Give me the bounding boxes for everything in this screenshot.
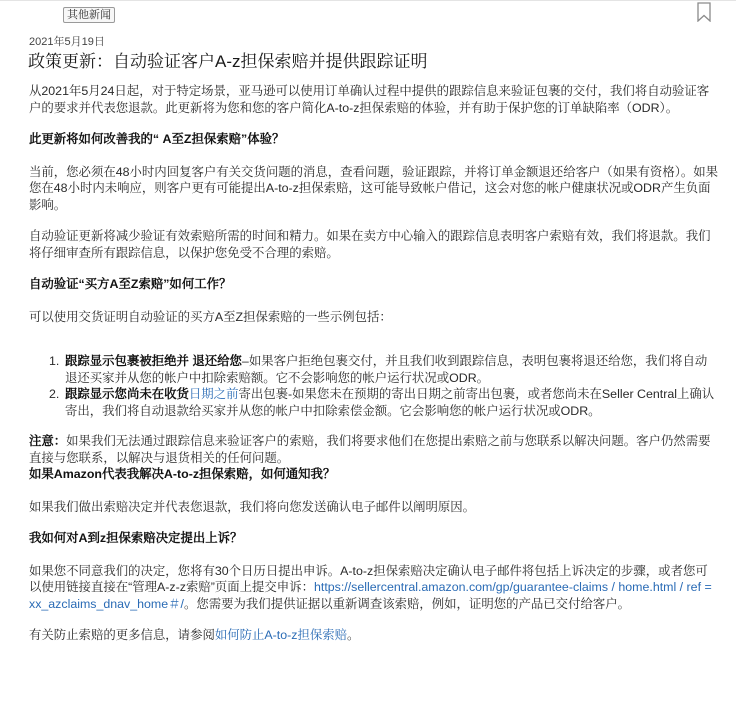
- list-item-number: 2.: [49, 387, 60, 401]
- category-tag[interactable]: 其他新闻: [63, 7, 115, 23]
- article-date: 2021年5月19日: [29, 36, 105, 48]
- note-label: 注意：: [29, 434, 67, 448]
- note-paragraph: [29, 433, 719, 466]
- section1-paragraph-2: 自动验证更新将减少验证有效索赔所需的时间和精力。如果在卖方中心输入的跟踪信息表明客户索赔有效，我们将退款。我们将仔细审查所有跟踪信息，以保护您免受不合理的索赔。: [29, 229, 711, 260]
- list-item-bold: 跟踪显示包裹被拒绝并 退还给您: [65, 354, 242, 368]
- section-heading-improve: 此更新将如何改善我的“ A至Z担保索赔”体验？: [29, 132, 285, 146]
- date-link[interactable]: 日期之前: [188, 387, 239, 401]
- section2-intro: 可以使用交货证明自动验证的买方A至Z担保索赔的一些示例包括：: [29, 309, 392, 324]
- list-item: [29, 353, 719, 386]
- note-text: 如果我们无法通过跟踪信息来验证客户的索赔，我们将要求他们在您提出索赔之前与您联系以解决问题。客户仍然需要直接与您联系，以解决与退货相关的任何问题。: [29, 434, 711, 465]
- section4-text-a: 如果您不同意我们的决定，您将有30个日历日提出申诉。A-to-z担保索赔决定确认电子邮件将包括上诉决定的步骤，或者您可以使用链接直接在“管理A-z-z索赔”页面上提交申诉：: [29, 563, 708, 594]
- bookmark-icon[interactable]: [696, 2, 712, 22]
- section1-paragraph-1: 当前，您必须在48小时内回复客户有关交货问题的消息，查看问题，验证跟踪，并将订单金额退还给客户（如果有资格）。如果您在48小时内未响应，则客户更有可能提出A-to-z担保索赔，这可能导致帐户借记，这会对您的帐户健康状况或ODR产生负面影响。: [29, 164, 719, 212]
- list-item-text: –如果客户拒绝包裹交付，并且我们收到跟踪信息，表明包裹将退还给您，我们将自动退还买家并从您的帐户中扣除索赔额。它不会影响您的帐户运行状况或ODR。: [65, 354, 708, 385]
- section-heading-appeal: 我如何对A到z担保索赔决定提出上诉？: [29, 531, 243, 545]
- top-divider: [0, 0, 736, 1]
- section4-text-b: 。您需要为我们提供证据以重新调查该索赔，例如，证明您的产品已交付给客户。: [183, 596, 631, 611]
- prevent-claims-link[interactable]: 如何防止A-to-z担保索赔: [214, 628, 348, 642]
- list-item-bold: 跟踪显示您尚未在收货: [65, 387, 189, 401]
- footer-text: 有关防止索赔的更多信息，请参阅: [29, 628, 215, 642]
- article-body: [29, 83, 719, 644]
- section3-paragraph: 如果我们做出索赔决定并代表您退款，我们将向您发送确认电子邮件以阐明原因。: [29, 499, 476, 514]
- list-item-number: 1.: [49, 354, 60, 368]
- list-item: [29, 386, 719, 419]
- footer-paragraph: [29, 627, 719, 644]
- examples-list: [29, 353, 719, 419]
- section4-paragraph: [29, 563, 719, 613]
- intro-paragraph: 从2021年5月24日起，对于特定场景，亚马逊可以使用订单确认过程中提供的跟踪信息来验证包裹的交付，我们将自动验证客户的要求并代表您退款。此更新将为您和您的客户简化A-to-z担保索赔的体验，并有助于保护您的订单缺陷率（ODR）。: [29, 84, 710, 115]
- article-title: 政策更新：自动验证客户A-z担保索赔并提供跟踪证明: [28, 52, 428, 71]
- list-item-text: 寄出包裹-如果您未在预期的寄出日期之前寄出包裹，或者您尚未在Seller Central上确认寄出，我们将自动退款给买家并从您的帐户中扣除索偿金额。它会影响您的帐户运行状况或ODR。: [65, 387, 715, 418]
- section-heading-notification: 如果Amazon代表我解决A-to-z担保索赔，如何通知我？: [29, 467, 336, 481]
- footer-end: 。: [347, 628, 360, 642]
- appeal-url-link[interactable]: https://sellercentral.amazon.com/gp/guarantee-claims / home.html / ref = xx_azclaims_dnav_home＃/: [29, 580, 712, 611]
- section-heading-how-it-works: 自动验证“买方A至Z索赔”如何工作？: [29, 277, 232, 291]
